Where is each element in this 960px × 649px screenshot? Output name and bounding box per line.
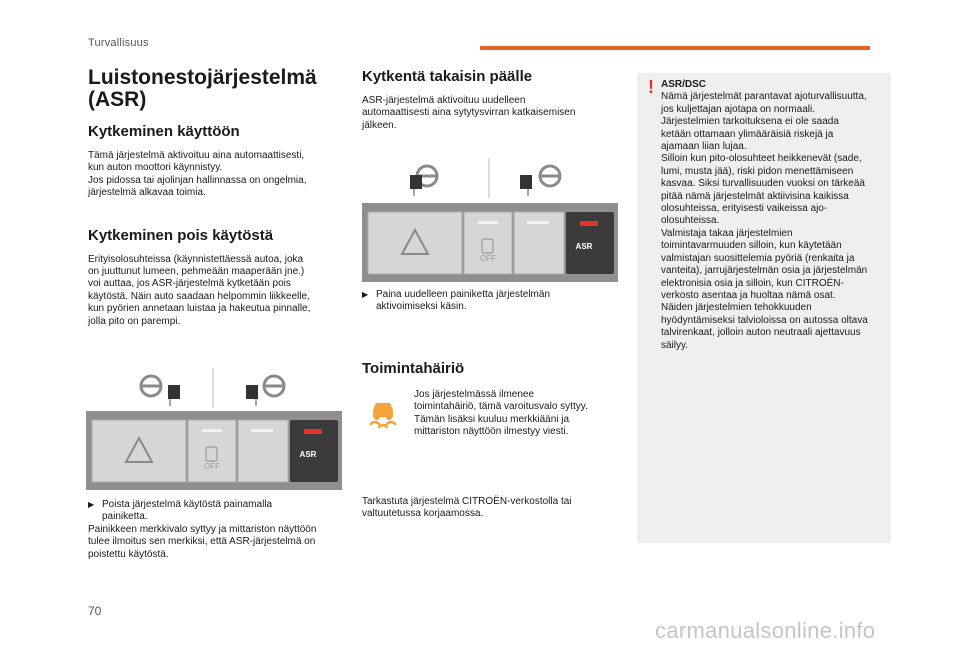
bullet-item [362, 289, 624, 314]
dashboard-stalk [520, 175, 532, 189]
text-line: jälkeen. [362, 119, 397, 131]
text-line: tulee ilmoitus sen merkiksi, että ASR-järjestelmä on [88, 536, 316, 548]
reactivation-instructions [362, 289, 624, 314]
text-line: aktivoimiseksi käsin. [376, 301, 467, 313]
text-line: Erityisolosuhteissa (käynnistettäessä autoa, joka [88, 253, 304, 265]
text-line: kun pyörien annetaan luistaa ja hakeutua pinnalle, [88, 303, 311, 315]
asr-button-diagram-on [362, 158, 618, 282]
text-line: hyödyntämiseksi talvioloissa on autossa oltava [661, 314, 868, 326]
text-line: olosuhteissa, erityisesti vaikeissa ajo- [661, 203, 828, 215]
deactivation-instructions [88, 499, 348, 561]
check-text [362, 496, 624, 521]
malfunction-heading: Toimintahäiriö [362, 360, 465, 377]
steering-wheel-icon [540, 166, 560, 186]
page-title-line-1: Luistonestojärjestelmä [88, 66, 317, 89]
text-line: jos kuljettajan ajotapa on normaali. [661, 103, 815, 115]
text-line: automaattisesti aina sytytysvirran katkaisemisen [362, 107, 576, 119]
off-label: OFF [480, 254, 496, 263]
text-line: Nämä järjestelmät parantavat ajoturvallisuutta, [661, 91, 867, 103]
activation-text [88, 150, 348, 200]
text-line: Tarkastuta järjestelmä CITROËN-verkostolla tai [362, 496, 572, 507]
asr-label: ASR [575, 242, 593, 251]
activation-heading: Kytkeminen käyttöön [88, 123, 240, 140]
text-line: Järjestelmien tarkoituksena ei ole saada [661, 116, 839, 128]
skid-warning-light-icon [365, 396, 401, 432]
text-line: lumi, musta jää), riski pidon menettämiseen [661, 165, 854, 177]
malfunction-text [414, 389, 626, 439]
section-header: Turvallisuus [88, 37, 149, 49]
text-line: ketään ottamaan ylimääräisiä riskejä ja [661, 128, 834, 140]
text-line: Tämä järjestelmä aktivoituu aina automaattisesti, [88, 150, 305, 161]
text-line: Painikkeen merkkivalo syttyy ja mittariston näyttöön [88, 523, 317, 535]
text-line: Tämän lisäksi kuuluu merkkiääni ja [414, 413, 570, 425]
text-line: vanteita), jarrujärjestelmän osia ja järjestelmän [661, 265, 868, 277]
text-line: järjestelmä alkavaa toimia. [88, 187, 206, 199]
text-line: Jos järjestelmässä ilmenee [414, 389, 535, 400]
text-line: kun auton moottori käynnistyy. [88, 162, 223, 174]
watermark: carmanualsonline.info [655, 618, 876, 643]
text-line: Näiden järjestelmien tehokkuuden [661, 302, 812, 314]
dashboard-stalk [246, 385, 258, 399]
text-line: voi auttaa, jos ASR-järjestelmä kytketään pois [88, 278, 291, 290]
steering-wheel-icon [264, 376, 284, 396]
text-line: verkosto asentaa ja huoltaa nämä osat. [661, 289, 836, 301]
text-line: kasvaa. Siksi turvallisuuden vuoksi on tärkeää [661, 178, 865, 190]
text-line: olosuhteissa. [661, 215, 720, 227]
text-line: säilyy. [661, 339, 689, 351]
dashboard-stalk [410, 175, 422, 189]
text-line: painiketta. [102, 511, 148, 523]
text-line: elektronisia osia ja silloin, kun CITROËN- [661, 277, 844, 289]
text-line: pitää nämä järjestelmät aktiivisina kaikissa [661, 190, 849, 202]
text-line: valtuutetussa korjaamossa. [362, 508, 484, 520]
warning-title: ASR/DSC [661, 79, 707, 90]
reactivation-heading: Kytkentä takaisin päälle [362, 68, 533, 85]
column-2 [362, 68, 624, 132]
hazard-button [368, 212, 462, 274]
text-line: Paina uudelleen painiketta järjestelmän [376, 289, 551, 300]
column-1 [88, 67, 348, 328]
text-line: mittariston näyttöön ilmestyy viesti. [414, 426, 569, 438]
text-line: jolla pito on parempi. [88, 315, 181, 327]
asr-indicator-light [580, 221, 598, 226]
text-line: Jos pidossa tai ajolinjan hallinnassa on ongelmia, [88, 174, 307, 186]
text-line: käytöstä. Näin auto saadaan helpommin liikkeelle, [88, 290, 310, 302]
text-line: poistettu käytöstä. [88, 548, 169, 560]
deactivation-heading: Kytkeminen pois käytöstä [88, 226, 274, 244]
reactivation-text [362, 95, 624, 132]
text-line: Silloin kun pito-olosuhteet heikkenevät (sade, [661, 153, 862, 165]
text-line: ajamaan liian lujaa. [661, 141, 747, 153]
deactivation-note [88, 524, 348, 561]
header-rule [480, 46, 870, 50]
page-number: 70 [88, 604, 102, 618]
text-line: toimintahäiriö, tämä varoitusvalo syttyy. [414, 401, 588, 413]
warning-text [661, 79, 889, 352]
hazard-button [92, 420, 186, 482]
text-line: on juuttunut lumeen, pehmeään maaperään jne.) [88, 266, 305, 278]
bullet-arrow-icon: ▶ [88, 500, 95, 509]
asr-button-diagram-off [86, 368, 342, 490]
asr-label: ASR [299, 450, 317, 459]
page-title-line-2: (ASR) [88, 88, 147, 111]
dashboard-stalk [168, 385, 180, 399]
text-line: ASR-järjestelmä aktivoituu uudelleen [362, 95, 526, 106]
text-line: talvirenkaat, jolloin auton neutraali ajettavuus [661, 327, 861, 339]
off-label: OFF [204, 462, 220, 471]
text-line: Valmistaja takaa järjestelmien [661, 227, 793, 239]
deactivation-text [88, 254, 348, 328]
page-title [88, 67, 348, 111]
bullet-item [88, 499, 348, 524]
steering-wheel-icon [141, 376, 161, 396]
text-line: valmistajan suosittelemia pyöriä (renkaita ja [661, 252, 855, 264]
warning-exclamation-icon: ! [648, 77, 654, 97]
text-line: toimintavarmuuden silloin, kun käytetään [661, 240, 842, 252]
text-line: Poista järjestelmä käytöstä painamalla [102, 499, 273, 510]
bullet-arrow-icon: ▶ [362, 290, 369, 299]
asr-indicator-light [304, 429, 322, 434]
